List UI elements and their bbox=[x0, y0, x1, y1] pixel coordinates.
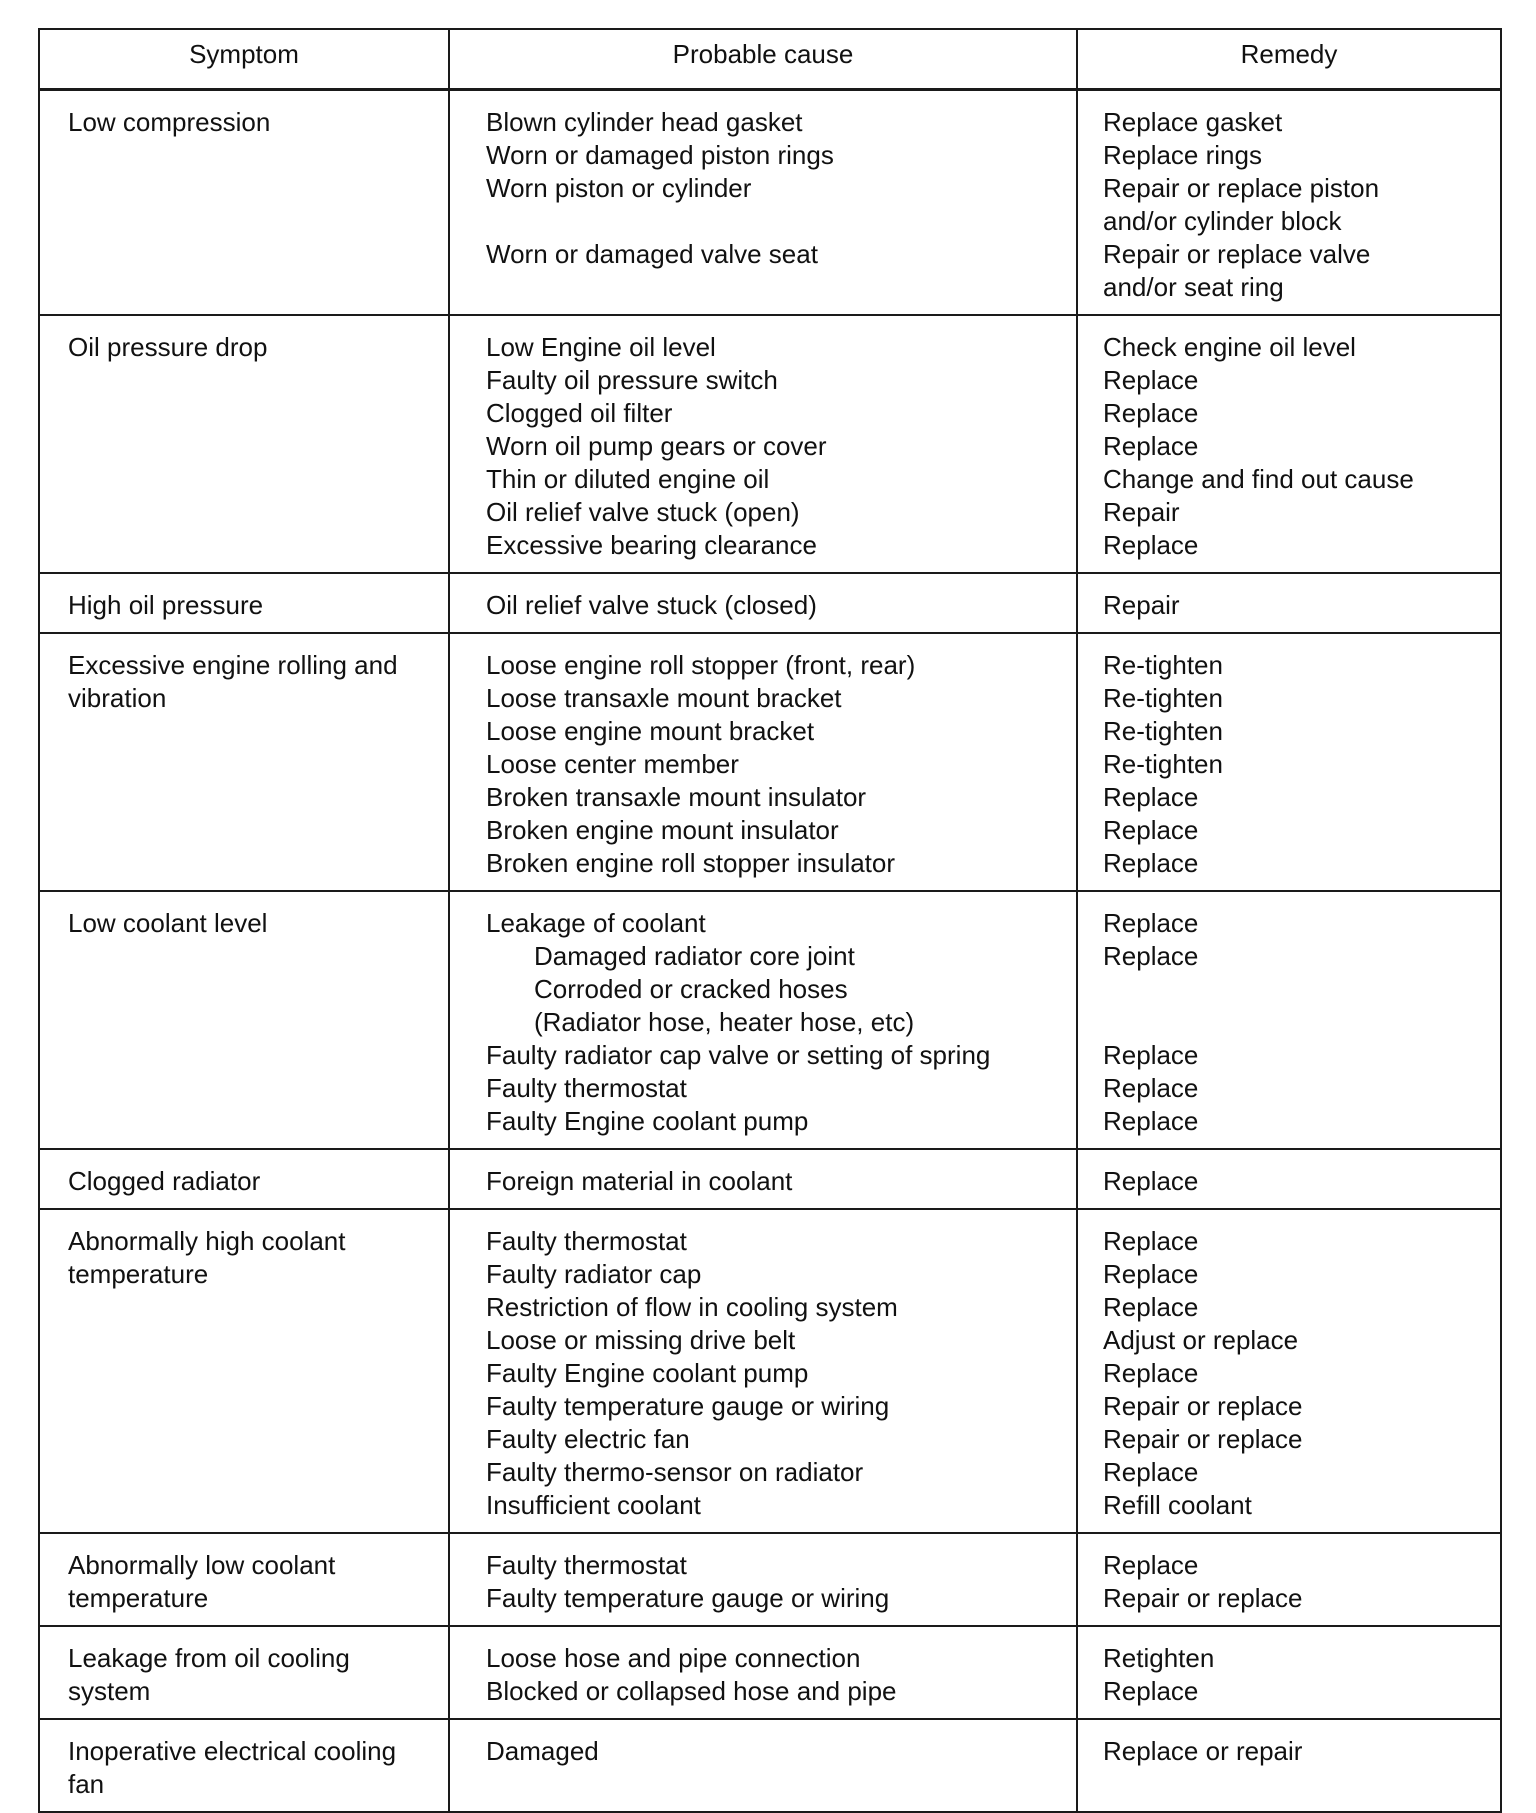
table-row bbox=[39, 1626, 1501, 1719]
table-row bbox=[39, 573, 1501, 633]
remedy-cell bbox=[1077, 633, 1501, 891]
remedy-text: Adjust or replace bbox=[1103, 1325, 1299, 1355]
probable-cause-text: Faulty oil pressure switch bbox=[486, 365, 778, 395]
header-row bbox=[39, 29, 1501, 90]
probable-cause-text: Leakage of coolant bbox=[486, 908, 706, 938]
probable-cause-text: Foreign material in coolant bbox=[486, 1166, 793, 1196]
table-row bbox=[39, 1719, 1501, 1812]
remedy-text: Re-tighten bbox=[1103, 716, 1223, 746]
remedy-text: Repair bbox=[1103, 497, 1180, 527]
remedy-text: Check engine oil level bbox=[1103, 332, 1356, 362]
header-probable-cause: Probable cause bbox=[449, 29, 1077, 90]
remedy-text: Replace bbox=[1103, 1292, 1199, 1322]
probable-cause-cell bbox=[449, 573, 1077, 633]
remedy-text: Replace bbox=[1103, 1073, 1199, 1103]
probable-cause-text: Loose or missing drive belt bbox=[486, 1325, 796, 1355]
remedy-text: Replace bbox=[1103, 815, 1199, 845]
symptom-text: Oil pressure drop bbox=[68, 332, 268, 362]
remedy-text: Repair or replace piston bbox=[1103, 173, 1380, 203]
probable-cause-text: Loose engine roll stopper (front, rear) bbox=[486, 650, 916, 680]
remedy-cell bbox=[1077, 573, 1501, 633]
remedy-text: Replace bbox=[1103, 431, 1199, 461]
probable-cause-text: Faulty radiator cap bbox=[486, 1259, 702, 1289]
table-header bbox=[39, 29, 1501, 90]
probable-cause-cell bbox=[449, 1626, 1077, 1719]
symptom-text: Excessive engine rolling and bbox=[68, 650, 398, 680]
probable-cause-text: Loose center member bbox=[486, 749, 739, 779]
probable-cause-text: Restriction of flow in cooling system bbox=[486, 1292, 898, 1322]
header-symptom: Symptom bbox=[39, 29, 449, 90]
remedy-text: Repair bbox=[1103, 590, 1180, 620]
symptom-cell bbox=[39, 573, 449, 633]
remedy-cell bbox=[1077, 1209, 1501, 1533]
probable-cause-text: Broken engine roll stopper insulator bbox=[486, 848, 896, 878]
probable-cause-text: Faulty thermostat bbox=[486, 1550, 687, 1580]
table-row bbox=[39, 90, 1501, 316]
symptom-text: Abnormally high coolant bbox=[68, 1226, 346, 1256]
remedy-text: Refill coolant bbox=[1103, 1490, 1252, 1520]
remedy-text: Replace bbox=[1103, 1457, 1199, 1487]
remedy-cell bbox=[1077, 1149, 1501, 1209]
remedy-text: Retighten bbox=[1103, 1643, 1215, 1673]
table-row bbox=[39, 1149, 1501, 1209]
probable-cause-text: Worn oil pump gears or cover bbox=[486, 431, 827, 461]
remedy-cell bbox=[1077, 90, 1501, 316]
remedy-text: Replace rings bbox=[1103, 140, 1262, 170]
symptom-text: Abnormally low coolant bbox=[68, 1550, 336, 1580]
remedy-cell bbox=[1077, 315, 1501, 573]
symptom-cell bbox=[39, 633, 449, 891]
remedy-text: Replace bbox=[1103, 1166, 1199, 1196]
symptom-text: Low compression bbox=[68, 107, 271, 137]
remedy-text: Replace bbox=[1103, 530, 1199, 560]
remedy-text: Repair or replace valve bbox=[1103, 239, 1371, 269]
probable-cause-text: Damaged bbox=[486, 1736, 599, 1766]
table-row bbox=[39, 891, 1501, 1149]
probable-cause-text: Oil relief valve stuck (open) bbox=[486, 497, 800, 527]
probable-cause-text: (Radiator hose, heater hose, etc) bbox=[534, 1007, 915, 1037]
probable-cause-cell bbox=[449, 315, 1077, 573]
probable-cause-text: Loose transaxle mount bracket bbox=[486, 683, 842, 713]
probable-cause-text: Loose engine mount bracket bbox=[486, 716, 815, 746]
symptom-cell bbox=[39, 891, 449, 1149]
remedy-text: Replace bbox=[1103, 908, 1199, 938]
remedy-text: Re-tighten bbox=[1103, 749, 1223, 779]
probable-cause-text: Faulty Engine coolant pump bbox=[486, 1358, 809, 1388]
probable-cause-text: Faulty temperature gauge or wiring bbox=[486, 1391, 890, 1421]
remedy-text: Replace bbox=[1103, 1040, 1199, 1070]
remedy-text: Replace bbox=[1103, 1106, 1199, 1136]
remedy-text: Replace bbox=[1103, 365, 1199, 395]
remedy-text: Replace bbox=[1103, 848, 1199, 878]
probable-cause-text: Oil relief valve stuck (closed) bbox=[486, 590, 817, 620]
symptom-text: Leakage from oil cooling bbox=[68, 1643, 350, 1673]
table-row bbox=[39, 1209, 1501, 1533]
symptom-text: Low coolant level bbox=[68, 908, 268, 938]
probable-cause-text: Broken engine mount insulator bbox=[486, 815, 839, 845]
remedy-cell bbox=[1077, 1626, 1501, 1719]
probable-cause-text: Faulty Engine coolant pump bbox=[486, 1106, 809, 1136]
symptom-text: Inoperative electrical cooling bbox=[68, 1736, 397, 1766]
probable-cause-text: Thin or diluted engine oil bbox=[486, 464, 770, 494]
troubleshooting-table bbox=[38, 28, 1502, 1813]
symptom-cell bbox=[39, 1533, 449, 1626]
remedy-text: Re-tighten bbox=[1103, 650, 1223, 680]
remedy-text: Replace bbox=[1103, 1676, 1199, 1706]
remedy-text: Replace bbox=[1103, 782, 1199, 812]
remedy-text: Replace bbox=[1103, 1226, 1199, 1256]
remedy-text: Re-tighten bbox=[1103, 683, 1223, 713]
probable-cause-text: Faulty electric fan bbox=[486, 1424, 690, 1454]
remedy-text: and/or cylinder block bbox=[1103, 206, 1342, 236]
probable-cause-cell bbox=[449, 891, 1077, 1149]
probable-cause-cell bbox=[449, 1719, 1077, 1812]
symptom-cell bbox=[39, 1719, 449, 1812]
remedy-text: Replace bbox=[1103, 941, 1199, 971]
symptom-text: temperature bbox=[68, 1583, 209, 1613]
remedy-text: Replace gasket bbox=[1103, 107, 1283, 137]
symptom-cell bbox=[39, 315, 449, 573]
remedy-text: Replace bbox=[1103, 1550, 1199, 1580]
probable-cause-text: Corroded or cracked hoses bbox=[534, 974, 848, 1004]
symptom-text: temperature bbox=[68, 1259, 209, 1289]
probable-cause-cell bbox=[449, 633, 1077, 891]
probable-cause-text: Faulty thermostat bbox=[486, 1073, 687, 1103]
symptom-text: fan bbox=[68, 1769, 105, 1799]
remedy-text: and/or seat ring bbox=[1103, 272, 1284, 302]
symptom-cell bbox=[39, 1626, 449, 1719]
probable-cause-text: Loose hose and pipe connection bbox=[486, 1643, 861, 1673]
symptom-cell bbox=[39, 90, 449, 316]
remedy-text bbox=[1103, 1006, 1490, 1039]
probable-cause-cell bbox=[449, 1149, 1077, 1209]
probable-cause-text: Blocked or collapsed hose and pipe bbox=[486, 1676, 897, 1706]
remedy-text: Repair or replace bbox=[1103, 1391, 1303, 1421]
troubleshooting-table-wrapper bbox=[38, 28, 1500, 1813]
symptom-cell bbox=[39, 1209, 449, 1533]
table-body bbox=[39, 90, 1501, 1813]
probable-cause-text: Blown cylinder head gasket bbox=[486, 107, 803, 137]
remedy-cell bbox=[1077, 891, 1501, 1149]
probable-cause-text: Worn piston or cylinder bbox=[486, 173, 752, 203]
symptom-text: High oil pressure bbox=[68, 590, 264, 620]
table-row bbox=[39, 633, 1501, 891]
remedy-text: Replace bbox=[1103, 1358, 1199, 1388]
header-remedy: Remedy bbox=[1077, 29, 1501, 90]
symptom-cell bbox=[39, 1149, 449, 1209]
probable-cause-text: Damaged radiator core joint bbox=[534, 941, 855, 971]
probable-cause-text: Insufficient coolant bbox=[486, 1490, 701, 1520]
remedy-text: Replace bbox=[1103, 398, 1199, 428]
remedy-text: Replace or repair bbox=[1103, 1736, 1303, 1766]
remedy-cell bbox=[1077, 1719, 1501, 1812]
probable-cause-text: Faulty temperature gauge or wiring bbox=[486, 1583, 890, 1613]
remedy-text: Repair or replace bbox=[1103, 1583, 1303, 1613]
symptom-text: vibration bbox=[68, 683, 167, 713]
remedy-text: Replace bbox=[1103, 1259, 1199, 1289]
probable-cause-text bbox=[486, 205, 1066, 238]
probable-cause-text bbox=[486, 271, 1066, 304]
probable-cause-text: Faulty thermostat bbox=[486, 1226, 687, 1256]
probable-cause-text: Faulty radiator cap valve or setting of spring bbox=[486, 1040, 991, 1070]
table-row bbox=[39, 1533, 1501, 1626]
probable-cause-text: Faulty thermo-sensor on radiator bbox=[486, 1457, 864, 1487]
symptom-text: Clogged radiator bbox=[68, 1166, 261, 1196]
probable-cause-cell bbox=[449, 1533, 1077, 1626]
probable-cause-cell bbox=[449, 90, 1077, 316]
table-row bbox=[39, 315, 1501, 573]
remedy-cell bbox=[1077, 1533, 1501, 1626]
remedy-text bbox=[1103, 973, 1490, 1006]
probable-cause-text: Worn or damaged valve seat bbox=[486, 239, 818, 269]
probable-cause-text: Broken transaxle mount insulator bbox=[486, 782, 867, 812]
remedy-text: Repair or replace bbox=[1103, 1424, 1303, 1454]
remedy-text: Change and find out cause bbox=[1103, 464, 1414, 494]
probable-cause-text: Worn or damaged piston rings bbox=[486, 140, 834, 170]
symptom-text: system bbox=[68, 1676, 151, 1706]
probable-cause-text: Low Engine oil level bbox=[486, 332, 716, 362]
probable-cause-text: Clogged oil filter bbox=[486, 398, 673, 428]
probable-cause-cell bbox=[449, 1209, 1077, 1533]
probable-cause-text: Excessive bearing clearance bbox=[486, 530, 817, 560]
